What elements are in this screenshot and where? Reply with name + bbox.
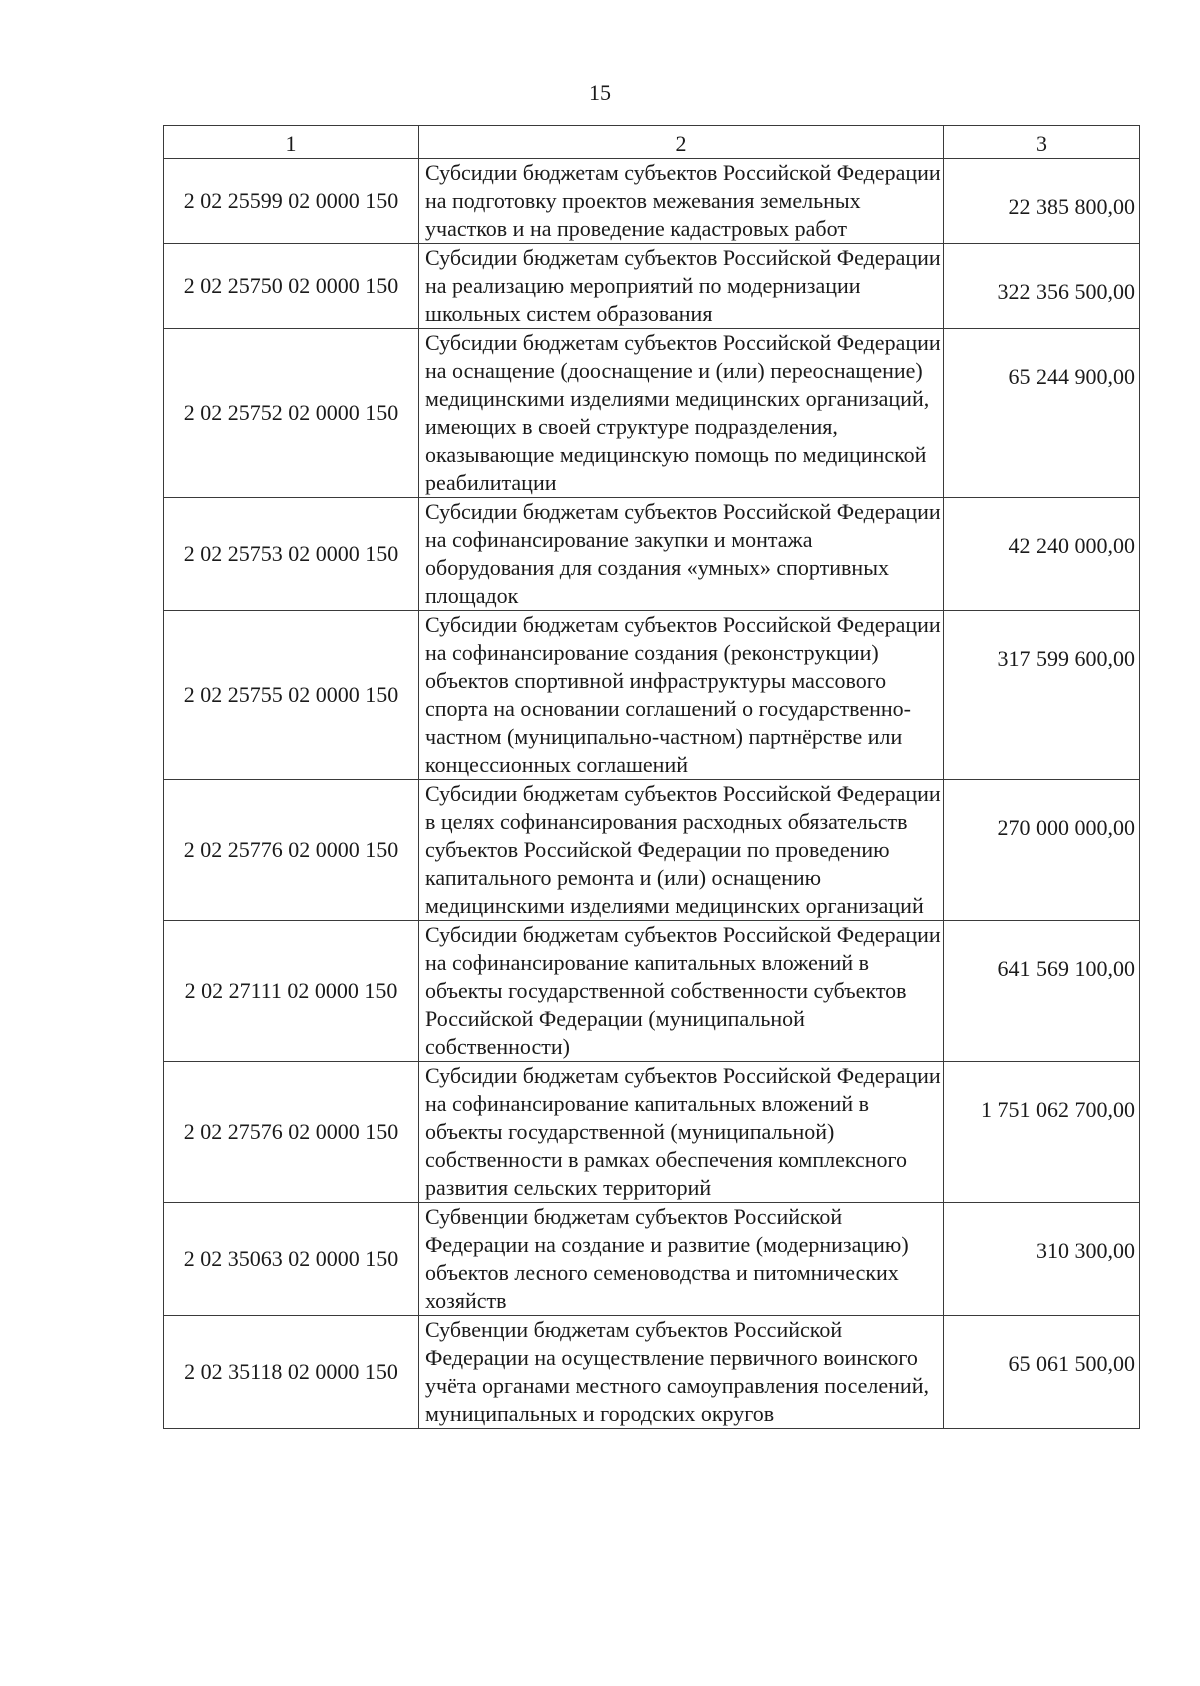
budget-code-cell: 2 02 35063 02 0000 150 [164,1203,419,1316]
revenue-name-cell: Субсидии бюджетам субъектов Российской Федерации на софинансирование закупки и монтажа оборудования для создания «умных» спортивных площадок [419,498,944,611]
revenue-name-cell: Субсидии бюджетам субъектов Российской Федерации на подготовку проектов межевания земельных участков и на проведение кадастровых работ [419,159,944,244]
budget-code-cell: 2 02 25755 02 0000 150 [164,611,419,780]
table-row [164,159,1140,244]
table-row [164,921,1140,1062]
page-number: 15 [589,80,611,105]
table-row [164,611,1140,780]
table-row [164,1316,1140,1429]
amount-cell: 641 569 100,00 [944,921,1140,1062]
table-row [164,498,1140,611]
revenue-name-cell: Субсидии бюджетам субъектов Российской Федерации на софинансирование создания (реконструкции) объектов спортивной инфраструктуры массового спорта на основании соглашений о государственно-частном (муниципально-частном) партнёрстве или концессионных соглашений [419,611,944,780]
table-header-row [164,126,1140,159]
revenue-name-cell: Субсидии бюджетам субъектов Российской Федерации на реализацию мероприятий по модернизации школьных систем образования [419,244,944,329]
table-row [164,244,1140,329]
budget-code-cell: 2 02 25750 02 0000 150 [164,244,419,329]
budget-revenue-table [163,125,1140,1429]
budget-code-cell: 2 02 35118 02 0000 150 [164,1316,419,1429]
amount-cell: 22 385 800,00 [944,159,1140,244]
table-row [164,780,1140,921]
budget-code-cell: 2 02 27576 02 0000 150 [164,1062,419,1203]
amount-cell: 310 300,00 [944,1203,1140,1316]
amount-cell: 42 240 000,00 [944,498,1140,611]
revenue-name-cell: Субсидии бюджетам субъектов Российской Федерации на оснащение (дооснащение и (или) переоснащение) медицинскими изделиями медицинских организаций, имеющих в своей структуре подразделения, оказывающие медицинскую помощь по медицинской реабилитации [419,329,944,498]
budget-code-cell: 2 02 25776 02 0000 150 [164,780,419,921]
revenue-name-cell: Субсидии бюджетам субъектов Российской Федерации в целях софинансирования расходных обязательств субъектов Российской Федерации по проведению капитального ремонта и (или) оснащению медицинскими изделиями медицинских организаций [419,780,944,921]
budget-code-cell: 2 02 25753 02 0000 150 [164,498,419,611]
column-header-1: 1 [164,126,419,159]
amount-cell: 65 244 900,00 [944,329,1140,498]
amount-cell: 65 061 500,00 [944,1316,1140,1429]
column-header-3: 3 [944,126,1140,159]
revenue-name-cell: Субвенции бюджетам субъектов Российской Федерации на осуществление первичного воинского учёта органами местного самоуправления поселений, муниципальных и городских округов [419,1316,944,1429]
budget-code-cell: 2 02 25599 02 0000 150 [164,159,419,244]
amount-cell: 322 356 500,00 [944,244,1140,329]
revenue-name-cell: Субсидии бюджетам субъектов Российской Федерации на софинансирование капитальных вложений в объекты государственной (муниципальной) собственности в рамках обеспечения комплексного развития сельских территорий [419,1062,944,1203]
table-row [164,1203,1140,1316]
amount-cell: 317 599 600,00 [944,611,1140,780]
budget-code-cell: 2 02 25752 02 0000 150 [164,329,419,498]
revenue-name-cell: Субсидии бюджетам субъектов Российской Федерации на софинансирование капитальных вложений в объекты государственной собственности субъектов Российской Федерации (муниципальной собственности) [419,921,944,1062]
amount-cell: 270 000 000,00 [944,780,1140,921]
table-row [164,329,1140,498]
column-header-2: 2 [419,126,944,159]
amount-cell: 1 751 062 700,00 [944,1062,1140,1203]
revenue-name-cell: Субвенции бюджетам субъектов Российской Федерации на создание и развитие (модернизацию) объектов лесного семеноводства и питомнических хозяйств [419,1203,944,1316]
table-row [164,1062,1140,1203]
budget-code-cell: 2 02 27111 02 0000 150 [164,921,419,1062]
